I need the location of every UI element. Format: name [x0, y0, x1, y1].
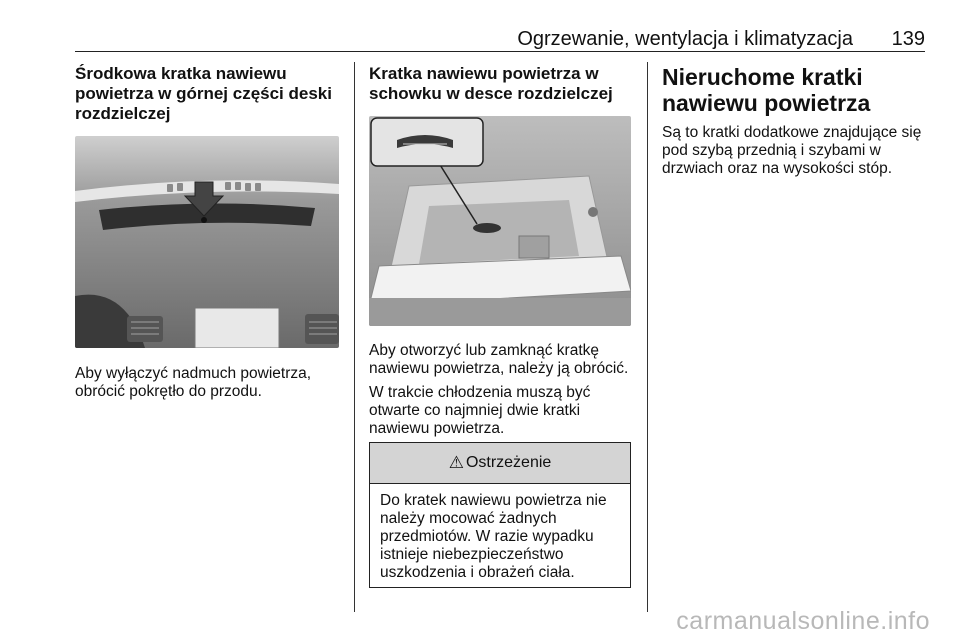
chapter-title: Ogrzewanie, wentylacja i klimatyzacja: [517, 28, 853, 50]
glovebox-vent-photo-icon: [369, 116, 631, 326]
column-center-vent: [75, 64, 341, 401]
page-number: 139: [891, 28, 925, 50]
section-title: Nieruchome kratki nawiewu powietrza: [662, 64, 871, 116]
section-heading: Kratka nawiewu powietrza w schowku w desce rozdzielczej: [369, 64, 613, 103]
header-rule: [75, 51, 925, 52]
warning-triangle-icon: ⚠: [448, 453, 464, 472]
warning-header: [370, 443, 630, 484]
body-text: Aby otworzyć lub zamknąć kratkę nawiewu powietrza, należy ją obrócić.: [369, 342, 629, 377]
section-heading: Środkowa kratka nawiewu powietrza w górnej części deski rozdzielczej: [75, 64, 332, 123]
watermark: carmanualsonline.info: [676, 607, 930, 635]
warning-text: Do kratek nawiewu powietrza nie należy mocować żadnych przedmiotów. W razie wypadku istnieje niebezpieczeństwo uszkodzenia i obrażeń ciała.: [380, 492, 607, 581]
column-glovebox-vent: [369, 64, 633, 438]
body-text: Są to kratki dodatkowe znajdujące się pod szybą przednią i szybami w drzwiach oraz na wysokości stóp.: [662, 124, 922, 177]
body-text: W trakcie chłodzenia muszą być otwarte co najmniej dwie kratki nawiewu powietrza.: [369, 384, 591, 437]
body-text: Aby wyłączyć nadmuch powietrza, obrócić pokrętło do przodu.: [75, 365, 312, 400]
dashboard-vent-photo-icon: [75, 136, 339, 348]
page-header: [75, 28, 925, 50]
warning-title: Ostrzeżenie: [465, 454, 552, 471]
column-fixed-vents: [662, 64, 926, 178]
column-divider-1: [354, 62, 355, 612]
warning-box: [369, 442, 631, 588]
column-divider-2: [647, 62, 648, 612]
